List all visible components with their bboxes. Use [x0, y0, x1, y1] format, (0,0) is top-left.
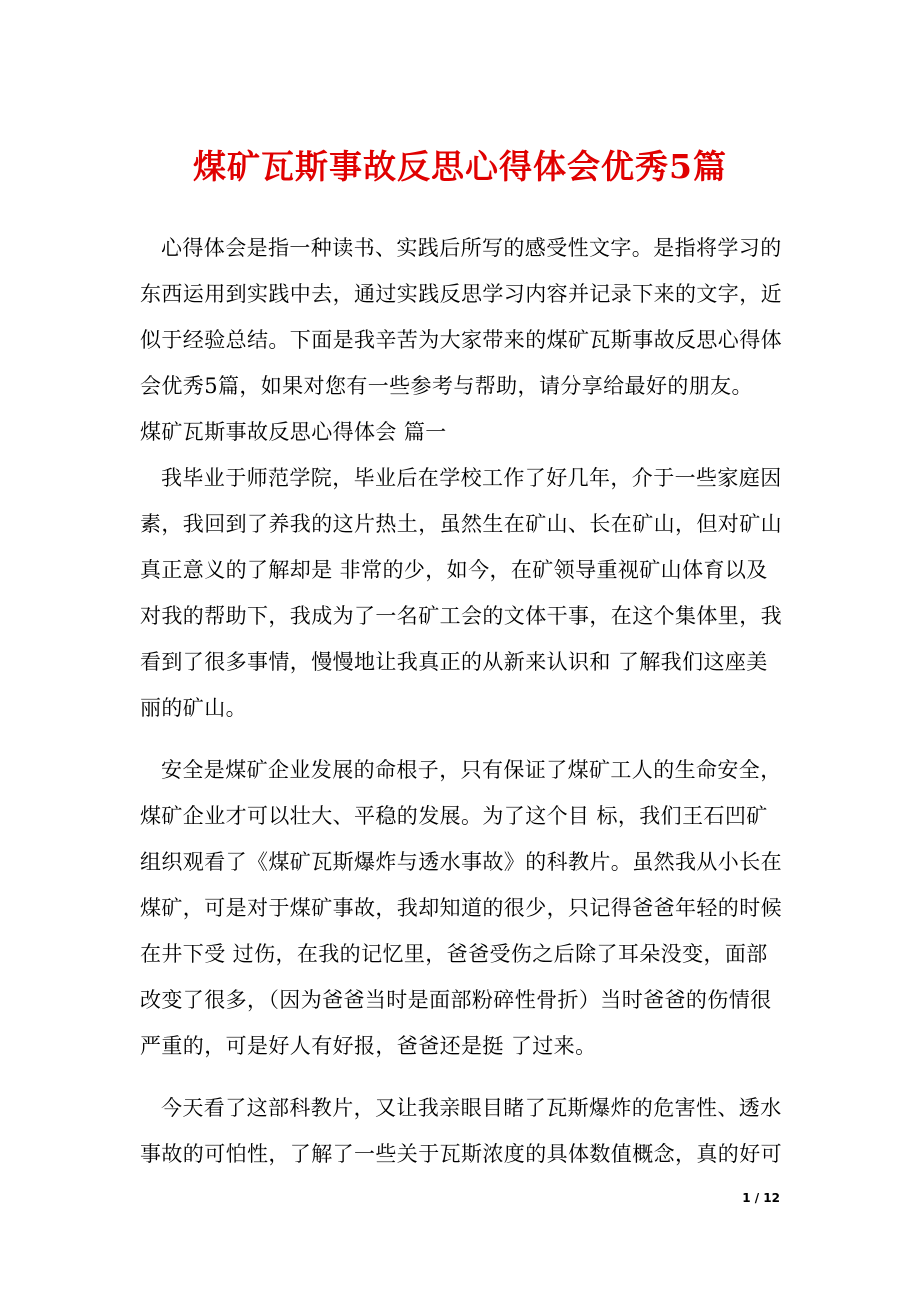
document-title: 煤矿瓦斯事故反思心得体会优秀5篇 [193, 147, 727, 186]
document-body [140, 225, 788, 1177]
body-paragraph-1: 我毕业于师范学院，毕业后在学校工作了好几年，介于一些家庭因素，我回到了养我的这片热土，虽然生在矿山、长在矿山，但对矿山真正意义的了解却是 非常的少，如今，在矿领导重视矿山体育以及对我的帮助下，我成为了一名矿工会的文体干事，在这个集体里，我看到了很多事情，慢慢地让我真正的从新来认识和 了解我们这座美丽的矿山。 [140, 466, 782, 720]
body-paragraph-3: 今天看了这部科教片，又让我亲眼目睹了瓦斯爆炸的危害性、透水事故的可怕性，了解了一些关于瓦斯浓度的具体数值概念，真的好可 [140, 1096, 782, 1166]
section-heading: 煤矿瓦斯事故反思心得体会 篇一 [140, 420, 447, 444]
intro-paragraph: 心得体会是指一种读书、实践后所写的感受性文字。是指将学习的东西运用到实践中去，通过实践反思学习内容并记录下来的文字，近似于经验总结。下面是我辛苦为大家带来的煤矿瓦斯事故反思心得体会优秀5篇，如果对您有一些参考与帮助，请分享给最好的朋友。 [140, 236, 782, 398]
body-paragraph-2: 安全是煤矿企业发展的命根子，只有保证了煤矿工人的生命安全，煤矿企业才可以壮大、平稳的发展。为了这个目 标，我们王石凹矿组织观看了《煤矿瓦斯爆炸与透水事故》的科教片。虽然我从小长在煤矿，可是对于煤矿事故，我却知道的很少，只记得爸爸年轻的时候在井下受 过伤，在我的记忆里，爸爸受伤之后除了耳朵没变，面部改变了很多，（因为爸爸当时是面部粉碎性骨折）当时爸爸的伤情很严重的，可是好人有好报，爸爸还是挺 了过来。 [140, 758, 782, 1058]
page-number: 1 / 12 [742, 1191, 780, 1205]
